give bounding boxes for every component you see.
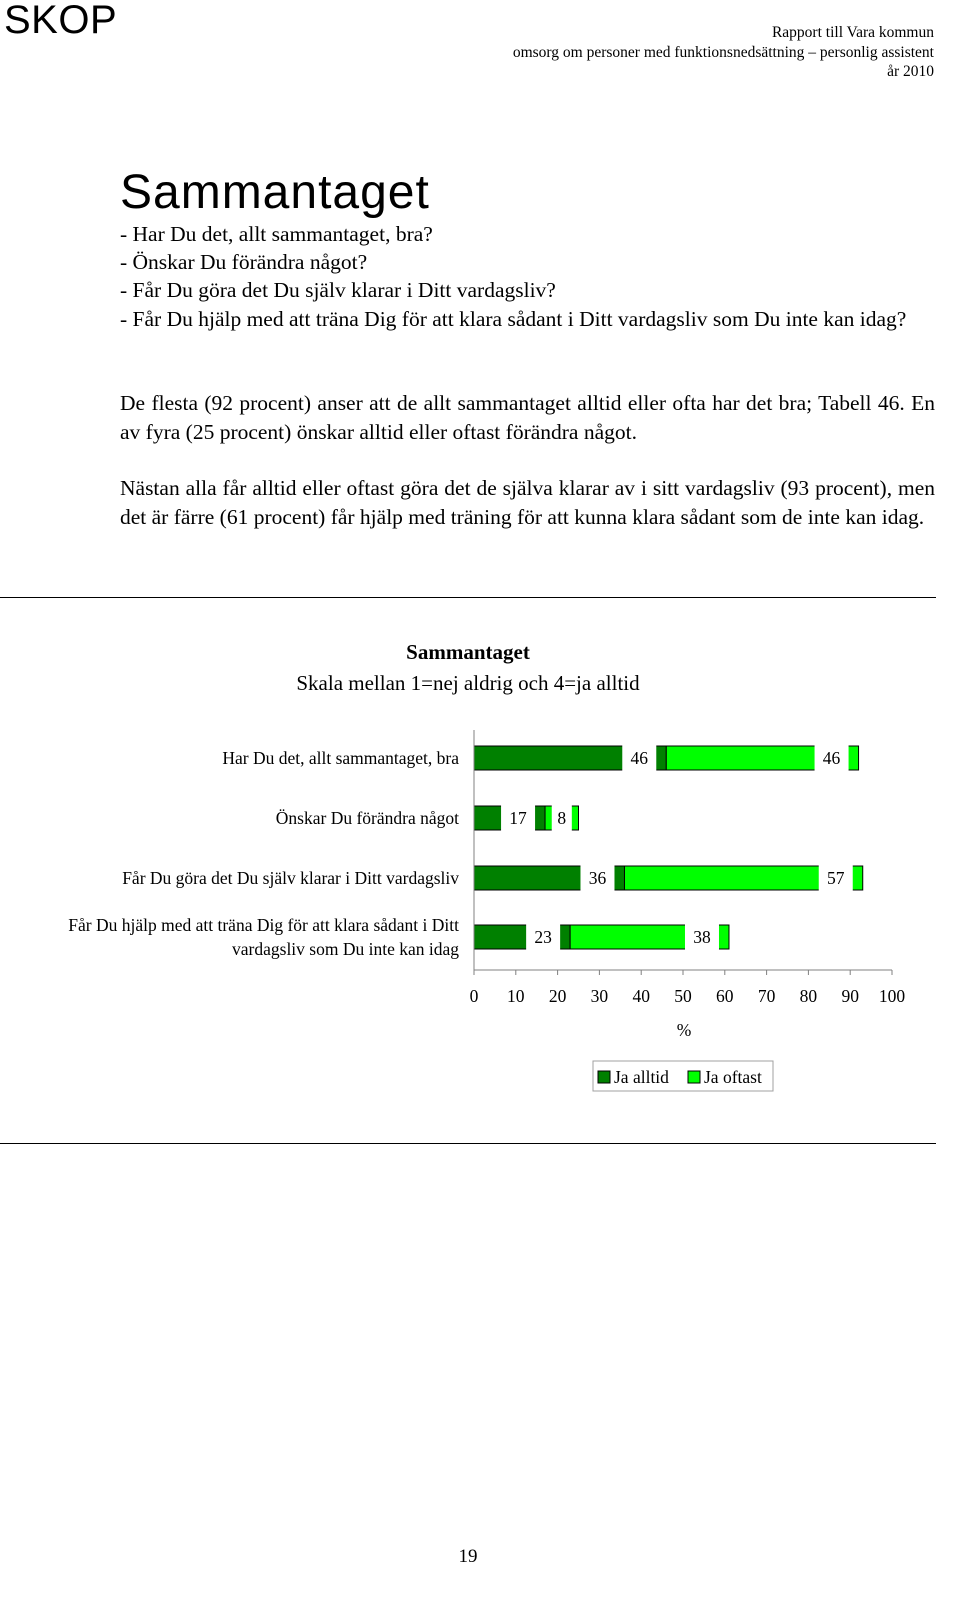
summary-paragraph: Nästan alla får alltid eller oftast göra det de själva klarar av i sitt vardagsliv (93 procent), men det är färre (61 procent) får hjälp med träning för att kunna klara sådant som de inte kan idag. <box>120 476 935 529</box>
x-tick-label: 30 <box>590 986 609 1006</box>
x-tick-label: 80 <box>799 986 818 1006</box>
x-tick-label: 0 <box>469 986 479 1006</box>
question-item: - Får Du hjälp med att träna Dig för att klara sådant i Ditt vardagsliv som Du inte kan idag? <box>120 306 907 331</box>
divider <box>0 1143 936 1144</box>
category-label: vardagsliv som Du inte kan idag <box>232 939 459 959</box>
data-label: 46 <box>822 748 841 768</box>
section-title: Sammantaget <box>120 166 430 219</box>
chart-title: Sammantaget <box>406 640 530 664</box>
stacked-bar-chart <box>0 720 936 1120</box>
category-label: Får Du göra det Du själv klarar i Ditt vardagsliv <box>122 868 459 888</box>
question-list <box>120 220 935 333</box>
data-label: 8 <box>557 808 567 828</box>
summary-paragraph: De flesta (92 procent) anser att de allt sammantaget alltid eller ofta har det bra; Tabell 46. En av fyra (25 procent) önskar alltid eller oftast förändra något. <box>120 391 935 444</box>
report-title: Rapport till Vara kommun <box>771 24 934 41</box>
x-tick-label: 70 <box>757 986 776 1006</box>
skop-logo: SKOP <box>4 0 118 42</box>
x-tick-label: 90 <box>841 986 859 1006</box>
chart-subtitle: Skala mellan 1=nej aldrig och 4=ja alltid <box>296 671 640 695</box>
question-item: - Önskar Du förändra något? <box>120 250 368 275</box>
x-tick-label: 60 <box>716 986 734 1006</box>
legend-swatch <box>688 1071 700 1083</box>
legend-label: Ja alltid <box>614 1067 669 1087</box>
page-number: 19 <box>458 1546 478 1567</box>
data-label: 36 <box>588 868 607 888</box>
x-tick-label: 20 <box>548 986 567 1006</box>
divider <box>0 597 936 598</box>
x-tick-label: 10 <box>507 986 525 1006</box>
data-label: 23 <box>534 927 552 947</box>
legend-swatch <box>598 1071 610 1083</box>
data-label: 57 <box>826 868 845 888</box>
report-year: år 2010 <box>887 63 934 80</box>
data-label: 38 <box>693 927 711 947</box>
category-label: Får Du hjälp med att träna Dig för att klara sådant i Ditt <box>68 915 459 935</box>
category-label: Har Du det, allt sammantaget, bra <box>222 748 459 768</box>
x-axis-label: % <box>676 1020 692 1040</box>
x-tick-label: 50 <box>674 986 692 1006</box>
x-tick-label: 100 <box>878 986 906 1006</box>
data-label: 46 <box>630 748 649 768</box>
question-item: - Har Du det, allt sammantaget, bra? <box>120 222 433 246</box>
report-subtitle: omsorg om personer med funktionsnedsättning – personlig assistent <box>512 43 934 61</box>
legend-label: Ja oftast <box>704 1067 762 1087</box>
category-label: Önskar Du förändra något <box>275 808 459 828</box>
question-item: - Får Du göra det Du själv klarar i Ditt vardagsliv? <box>120 278 556 303</box>
x-tick-label: 40 <box>632 986 650 1006</box>
report-header <box>513 23 934 82</box>
data-label: 17 <box>509 808 527 828</box>
